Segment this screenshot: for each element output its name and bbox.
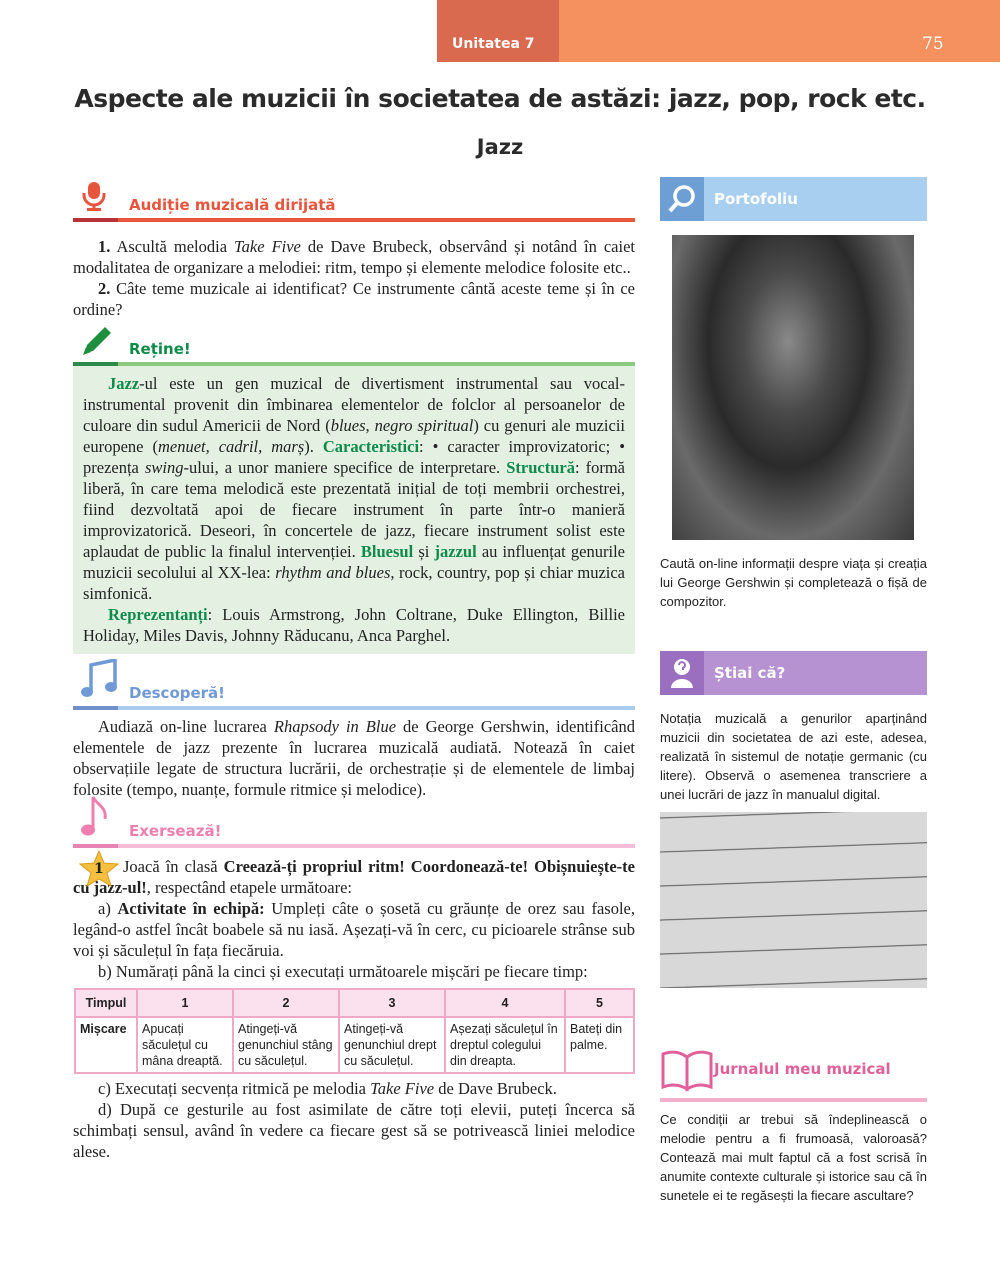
text-run: Activitate în echipă: bbox=[117, 899, 265, 918]
paragraph bbox=[73, 898, 635, 961]
text-run: de George Gershwin, identificând elementele de jazz prezente în lucrarea muzicală audiată. Notează în caiet observațiile legate de structura lucrării, de orchestrație și de elementele de limbaj folosite (tempo, nuanțe, formule ritmice și melodice). bbox=[73, 717, 635, 799]
music-note-icon bbox=[81, 795, 111, 842]
text-run: Umpleți câte o șosetă cu grăunțe de orez sau fasole, legând-o astfel încât boabele să nu iasă. Așezați-vă în cerc, cu picioarele strânse sub voi și săculețul în fața fiecăruia. bbox=[73, 899, 635, 960]
movement-table bbox=[74, 988, 635, 1074]
text-run: 1. bbox=[98, 237, 111, 256]
text-run: de Dave Brubeck, observând și notând în caiet modalitatea de organizare a melodiei: ritm, tempo și elemente melodice folosite etc.. bbox=[73, 237, 635, 277]
text-run: , rock, country, pop și chiar muzica simfonică. bbox=[83, 563, 625, 603]
text-run: -ul este un gen muzical de divertisment instrumental sau vocal-instrumental provenit din îmbinarea elementelor de folclor al persoanelor de culoare din sudul Americii de Nord ( bbox=[83, 374, 625, 435]
text-run: Take Five bbox=[370, 1079, 435, 1098]
page-title: Aspecte ale muzicii în societatea de astăzi: jazz, pop, rock etc. bbox=[74, 84, 926, 113]
text-run: Joacă în clasă bbox=[123, 857, 224, 876]
music-notes-icon bbox=[81, 659, 117, 704]
table-cell: 3 bbox=[339, 989, 445, 1017]
retine-box bbox=[73, 366, 635, 654]
text-run: Bluesul bbox=[360, 542, 414, 561]
text-run: Reprezentanți bbox=[108, 605, 208, 624]
paragraph bbox=[73, 1078, 635, 1099]
unit-label: Unitatea 7 bbox=[452, 36, 535, 52]
paragraph bbox=[73, 236, 635, 278]
text-run: și bbox=[413, 542, 435, 561]
question-person-icon bbox=[660, 651, 704, 695]
stiai-title: Știai că? bbox=[714, 664, 786, 682]
paragraph bbox=[73, 961, 635, 982]
section-divider bbox=[73, 706, 635, 710]
text-run: Câte teme muzicale ai identificat? Ce instrumente cântă aceste teme și în ce ordine? bbox=[73, 279, 635, 319]
text-run: de Dave Brubeck. bbox=[434, 1079, 557, 1098]
section-header-exerseaza bbox=[73, 800, 635, 844]
text-run: Structură bbox=[506, 458, 575, 477]
section-title-exerseaza: Exersează! bbox=[129, 822, 222, 840]
main-column bbox=[73, 180, 635, 1162]
exercise-number: 1 bbox=[94, 861, 104, 877]
paragraph bbox=[83, 604, 625, 646]
table-cell: 4 bbox=[445, 989, 565, 1017]
unit-tab bbox=[437, 0, 559, 62]
portofoliu-title: Portofoliu bbox=[714, 190, 798, 208]
page-subtitle: Jazz bbox=[476, 135, 524, 159]
text-run: , respectând etapele următoare: bbox=[146, 878, 352, 897]
text-run: , bbox=[365, 416, 375, 435]
stiai-text: Notația muzicală a genurilor aparținând muzicii din societatea de azi este, adesea, realizată în sistemul de notație germanic (cu litere). Observă o asemenea transcriere a unei lucrări de jazz în manualul digital. bbox=[660, 711, 927, 802]
page-number: 75 bbox=[922, 34, 944, 54]
table-row bbox=[75, 989, 634, 1017]
table-cell: 1 bbox=[137, 989, 233, 1017]
text-run: c) Executați secvența ritmică pe melodia bbox=[98, 1079, 371, 1098]
text-run: b) Numărați până la cinci și executați următoarele mișcări pe fiecare timp: bbox=[98, 962, 588, 981]
jazz-sheet-music-image bbox=[660, 812, 927, 988]
descopera-body bbox=[73, 716, 635, 800]
text-run: Ascultă melodia bbox=[110, 237, 235, 256]
text-run: Caracteristici bbox=[322, 437, 420, 456]
jurnal-text: Ce condiții ar trebui să îndeplinească o melodie pentru a fi frumoasă, valoroasă? Contează mai mult faptul că a fost scrisă în anumite contexte culturale și istorice sau că în sunetele ei te regăsești la fiecare ascultare? bbox=[660, 1112, 927, 1203]
text-run: Rhapsody in Blue bbox=[273, 717, 397, 736]
jurnal-header bbox=[660, 1048, 927, 1098]
section-divider bbox=[73, 218, 635, 222]
text-run: a) bbox=[98, 899, 118, 918]
side-column bbox=[660, 177, 927, 1205]
table-cell: Atingeți-vă genunchiul stâng cu săculețul. bbox=[233, 1017, 339, 1073]
magnifier-icon bbox=[660, 177, 704, 221]
text-run: ) cu genuri ale muzicii europene ( bbox=[83, 416, 626, 456]
paragraph bbox=[73, 1099, 635, 1162]
text-run: menuet, cadril, marș bbox=[157, 437, 305, 456]
exercise-intro bbox=[73, 856, 635, 898]
section-header-audition bbox=[73, 180, 635, 218]
stiai-header bbox=[660, 651, 927, 695]
exerseaza-body-end bbox=[73, 1078, 635, 1162]
table-cell: Mișcare bbox=[75, 1017, 137, 1073]
text-run: swing bbox=[144, 458, 184, 477]
table-cell: 2 bbox=[233, 989, 339, 1017]
text-run: Audiază on-line lucrarea bbox=[98, 717, 274, 736]
section-title-retine: Reține! bbox=[129, 340, 191, 358]
text-run: rhythm and blues bbox=[275, 563, 391, 582]
table-cell: Atingeți-vă genunchiul drept cu săculețul. bbox=[339, 1017, 445, 1073]
text-run: au influențat genurile muzicii secolului al XX-lea: bbox=[83, 542, 625, 582]
paragraph bbox=[73, 856, 635, 898]
open-book-icon bbox=[660, 1048, 714, 1097]
section-title-descopera: Descoperă! bbox=[129, 684, 226, 702]
exerseaza-body bbox=[73, 856, 635, 982]
table-row bbox=[75, 1017, 634, 1073]
text-run: Jazz bbox=[108, 374, 140, 393]
table-cell: Așezați săculețul în dreptul colegului din dreapta. bbox=[445, 1017, 565, 1073]
text-run: blues bbox=[330, 416, 366, 435]
text-run: negro spiritual bbox=[374, 416, 474, 435]
text-run: jazzul bbox=[434, 542, 477, 561]
section-divider bbox=[660, 1098, 927, 1102]
section-divider bbox=[73, 844, 635, 848]
section-title-audition: Audiție muzicală dirijată bbox=[129, 196, 336, 214]
table-cell: Apucați săculețul cu mâna dreaptă. bbox=[137, 1017, 233, 1073]
text-run: : formă liberă, în care tema melodică este prezentată inițial de toți membrii orchestrei, fiind dezvoltată apoi de fiecare instrument în parte într-o manieră improvizatorică. Deseori, în concertele de jazz, fiecare instrument solist este aplaudat de public la finalul intervenției. bbox=[83, 458, 625, 561]
text-run: -ului, a unor maniere specifice de interpretare. bbox=[183, 458, 507, 477]
paragraph bbox=[73, 278, 635, 320]
table-cell: Timpul bbox=[75, 989, 137, 1017]
text-run: : Louis Armstrong, John Coltrane, Duke Ellington, Billie Holiday, Miles Davis, Johnny Răducanu, Anca Parghel. bbox=[83, 605, 625, 645]
table-cell: 5 bbox=[565, 989, 634, 1017]
section-header-retine bbox=[73, 324, 635, 362]
paragraph bbox=[73, 716, 635, 800]
audition-body bbox=[73, 236, 635, 320]
portofoliu-header bbox=[660, 177, 927, 221]
portofoliu-caption: Caută on-line informații despre viața și creația lui George Gershwin și completează o fișă de compozitor. bbox=[660, 556, 927, 609]
text-run: d) După ce gesturile au fost asimilate de către toți elevii, puteți încerca să schimbați sensul, având în vedere ca fiecare gest să se potrivească liniei melodice alese. bbox=[73, 1100, 635, 1161]
text-run: Creează-ți propriul ritm! Coordonează-te! Obișnuiește-te cu jazz-ul! bbox=[73, 857, 635, 897]
text-run: Take Five bbox=[234, 237, 301, 256]
jurnal-title: Jurnalul meu muzical bbox=[714, 1060, 891, 1078]
paragraph bbox=[83, 373, 625, 604]
gershwin-photo bbox=[672, 235, 914, 540]
microphone-icon bbox=[81, 181, 107, 216]
table-cell: Bateți din palme. bbox=[565, 1017, 634, 1073]
text-run: : • caracter improvizatoric; • prezența bbox=[83, 437, 626, 477]
section-header-descopera bbox=[73, 654, 635, 706]
text-run: 2. bbox=[98, 279, 111, 298]
pencil-icon bbox=[81, 325, 113, 360]
text-run: ). bbox=[304, 437, 323, 456]
